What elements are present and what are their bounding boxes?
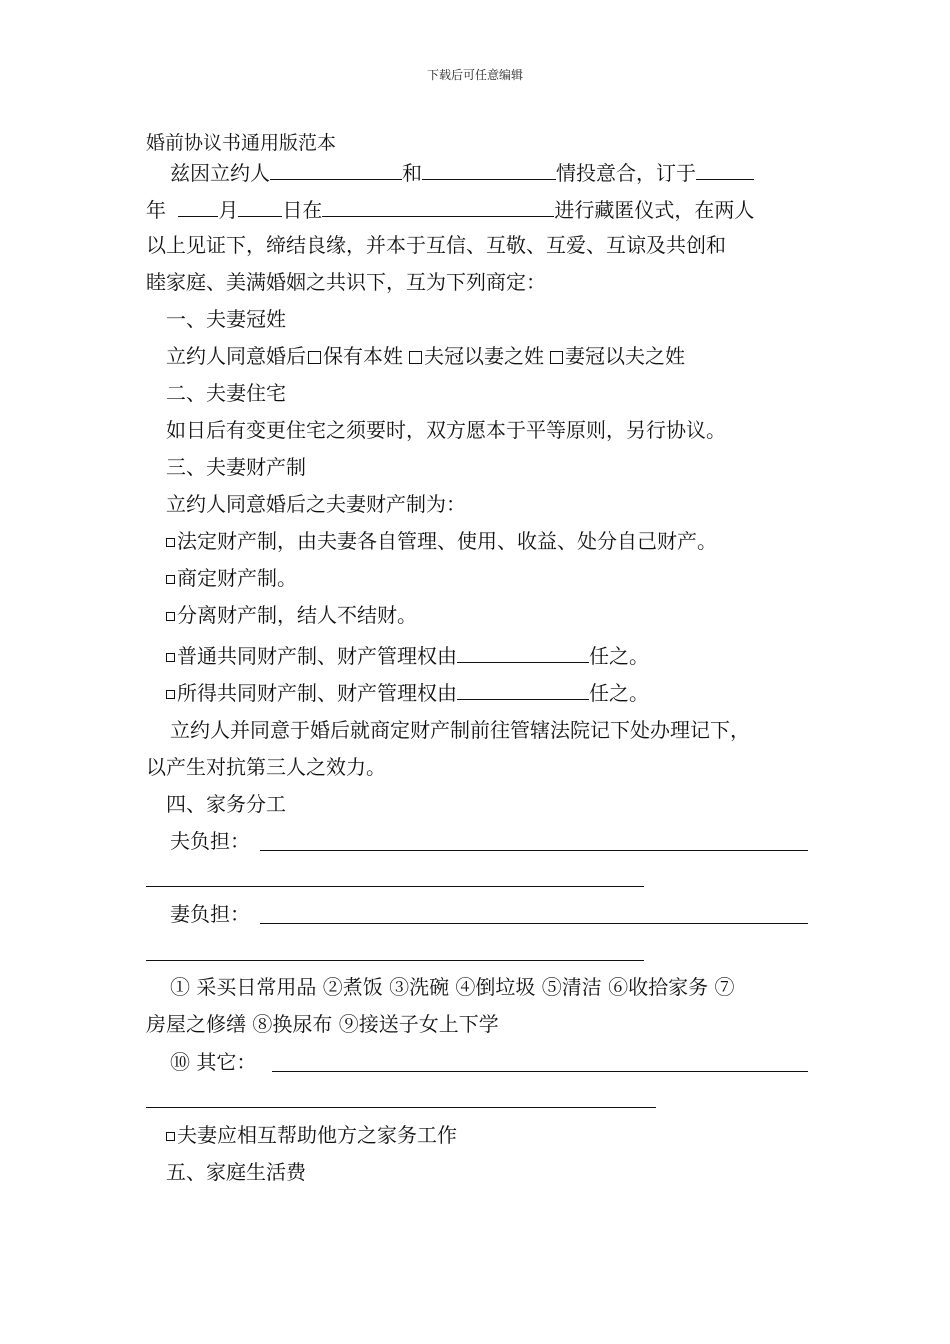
surname-lead: 立约人同意婚后 [166,344,306,368]
party1-blank[interactable] [270,157,402,180]
property-option [166,677,649,707]
checkbox[interactable] [166,1132,175,1141]
option-label: 所得共同财产制、财产管理权由 [177,681,457,705]
intro-line-3: 以上见证下，缔结良缘，并本于互信、互敬、互爱、互谅及共创和 [146,233,726,257]
checkbox[interactable] [166,575,175,584]
section-heading: 一、夫妻冠姓 [166,307,286,331]
husband-duty-label: 夫负担： [170,829,250,853]
property-option [166,601,417,629]
intro-line-2 [146,194,754,224]
day-blank[interactable] [238,194,282,217]
intro-text: 日在 [282,198,323,222]
section-heading: 四、家务分工 [166,792,286,816]
property-note: 立约人并同意于婚后就商定财产制前往管辖法院记下处办理记下， [170,718,750,742]
section-heading: 五、家庭生活费 [166,1160,306,1184]
wife-duty-label: 妻负担： [170,902,250,926]
document-title: 婚前协议书通用版范本 [146,132,337,154]
option-label: 任之。 [589,644,649,668]
wife-duty-blank[interactable] [260,923,808,924]
chores-list: ① 采买日常用品 ②煮饭 ③洗碗 ④倒垃圾 ⑤清洁 ⑥收拾家务 ⑦ [170,975,735,999]
checkbox[interactable] [308,351,321,364]
intro-line-4: 睦家庭、美满婚姻之共识下，互为下列商定： [146,270,546,294]
option-label: 商定财产制。 [177,566,297,590]
month-blank[interactable] [178,194,218,217]
checkbox[interactable] [166,653,175,662]
intro-text: 和 [402,161,422,185]
intro-text: 兹因立约人 [170,161,270,185]
property-option [166,640,649,670]
checkbox[interactable] [166,538,175,547]
year-blank[interactable] [696,157,754,180]
option-label: 夫冠以妻之姓 [424,344,544,368]
surname-options [166,342,685,370]
wife-duty-blank-2[interactable] [146,960,644,961]
other-chores-label: ⑩ 其它： [170,1050,257,1074]
checkbox[interactable] [409,351,422,364]
section-heading: 三、夫妻财产制 [166,455,306,479]
property-lead: 立约人同意婚后之夫妻财产制为： [166,492,466,516]
intro-text: 年 [146,198,166,222]
option-label: 分离财产制，结人不结财。 [177,603,417,627]
manager-blank[interactable] [457,677,589,700]
manager-blank[interactable] [457,640,589,663]
option-label: 夫妻应相互帮助他方之家务工作 [177,1123,457,1147]
option-label: 妻冠以夫之姓 [565,344,685,368]
section-heading: 二、夫妻住宅 [166,381,286,405]
checkbox[interactable] [166,690,175,699]
chores-list: 房屋之修缮 ⑧换尿布 ⑨接送子女上下学 [146,1012,499,1036]
intro-line-1 [170,157,754,187]
property-option [166,564,297,592]
intro-text: 月 [218,198,239,222]
other-chores-blank-2[interactable] [146,1107,656,1108]
residence-text: 如日后有变更住宅之须要时，双方愿本于平等原则，另行协议。 [166,418,726,442]
checkbox[interactable] [550,351,563,364]
property-option [166,527,717,555]
option-label: 保有本姓 [323,344,403,368]
property-note: 以产生对抗第三人之效力。 [146,755,386,779]
husband-duty-blank-2[interactable] [146,886,644,887]
location-blank[interactable] [322,194,554,217]
husband-duty-blank[interactable] [260,850,808,851]
option-label: 普通共同财产制、财产管理权由 [177,644,457,668]
mutual-help-option [166,1121,457,1149]
other-chores-blank[interactable] [272,1071,808,1072]
page-header: 下载后可任意编辑 [426,68,523,82]
option-label: 任之。 [589,681,649,705]
checkbox[interactable] [166,612,175,621]
intro-text: 情投意合，订于 [556,161,696,185]
option-label: 法定财产制，由夫妻各自管理、使用、收益、处分自己财产。 [177,529,717,553]
party2-blank[interactable] [422,157,556,180]
intro-text: 进行藏匿仪式，在两人 [554,198,755,222]
